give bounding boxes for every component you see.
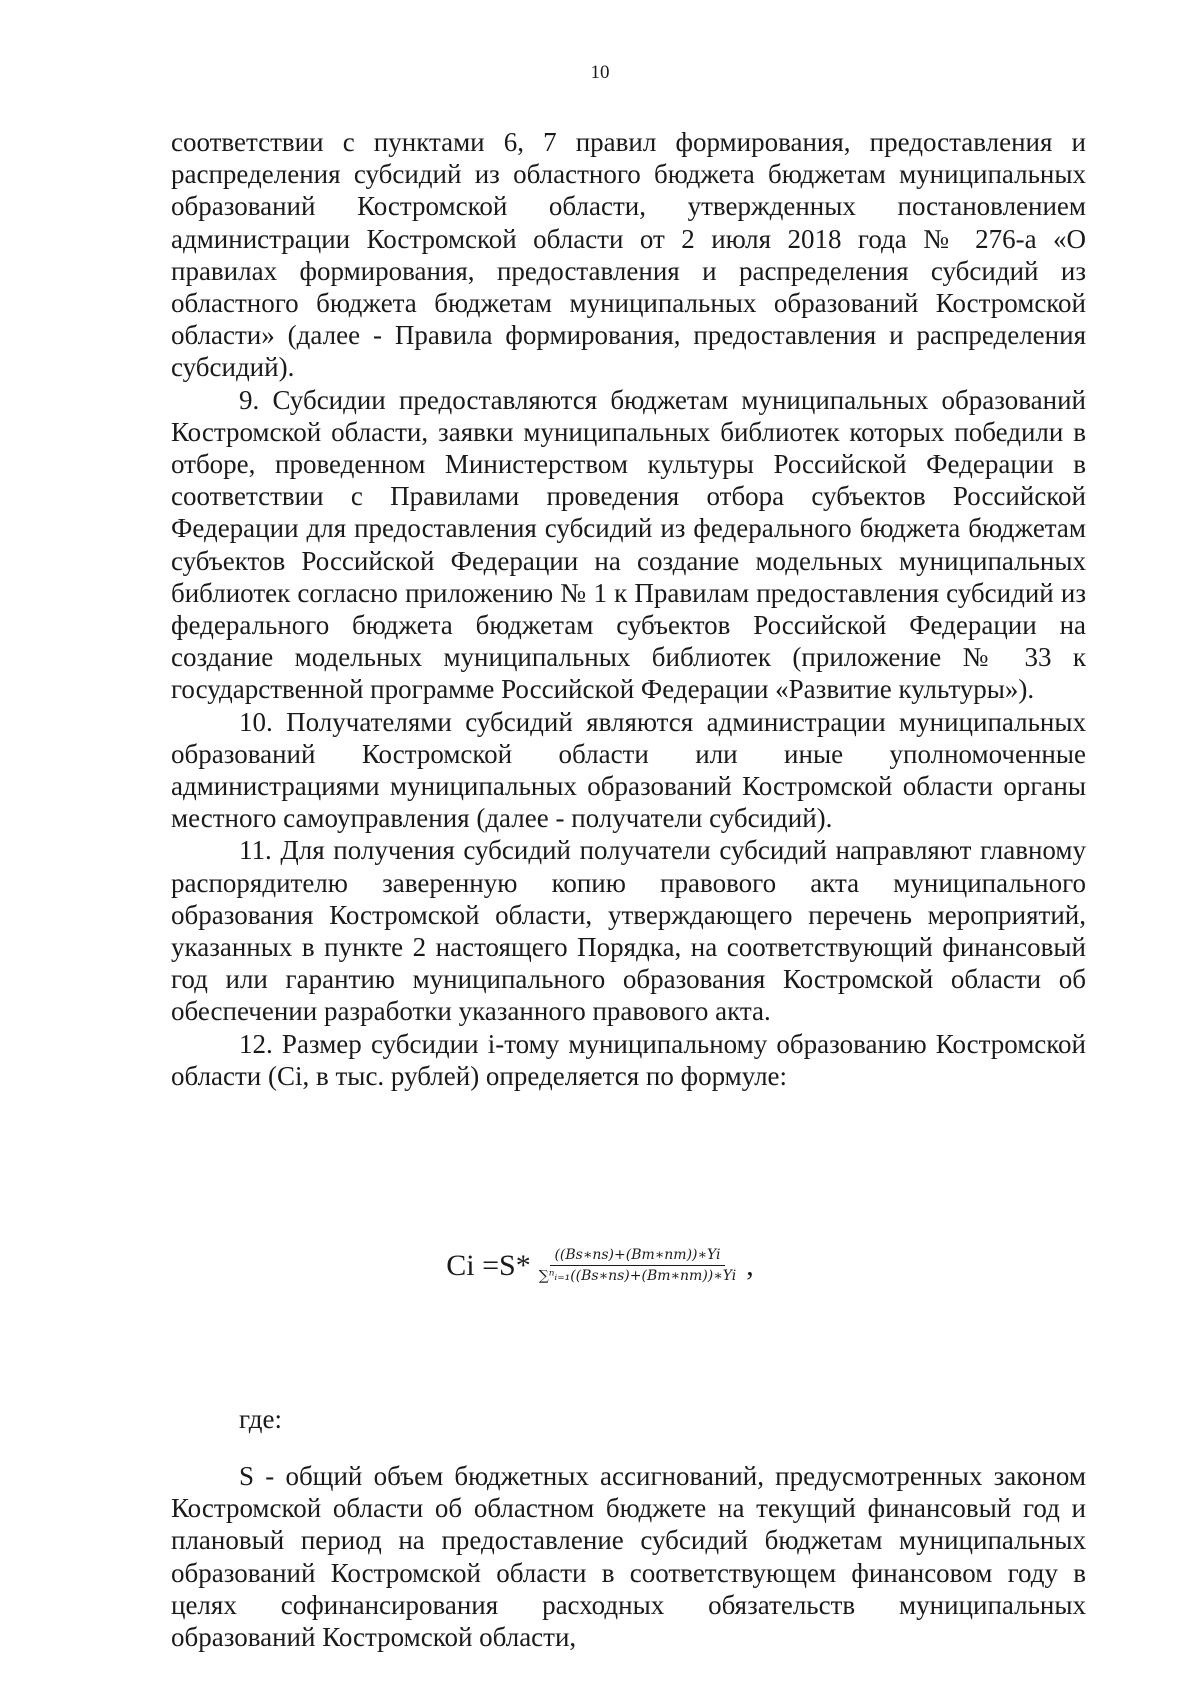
paragraph-item-12: 12. Размер субсидии i-тому муниципальному образованию Костромской области (Ci, в тыс. рублей) определяется по формуле: [171, 1028, 1086, 1091]
formula-tail: , [746, 1248, 754, 1282]
subsidy-formula [0, 1247, 1200, 1284]
formula-numerator: ((Bs∗ns)+(Bm∗nm))∗Yi [550, 1247, 724, 1266]
formula-denominator: ∑ⁿᵢ₌₁((Bs∗ns)+(Bm∗nm))∗Yi [538, 1268, 737, 1284]
definitions-block [171, 1460, 1086, 1653]
page-number: 10 [590, 62, 610, 83]
where-label: где: [239, 1404, 282, 1434]
document-body [171, 126, 1086, 1092]
formula-lhs: Ci =S* [446, 1248, 531, 1282]
paragraph-item-11: 11. Для получения субсидий получатели субсидий направляют главному распорядителю заверенную копию правового акта муниципального образования Костромской области, утверждающего перечень мероприятий, указанных в пункте 2 настоящего Порядка, на соответствующий финансовый год или гарантию муниципального образования Костромской области об обеспечении разработки указанного правового акта. [171, 835, 1086, 1027]
paragraph-item-9: 9. Субсидии предоставляются бюджетам муниципальных образований Костромской области, заявки муниципальных библиотек которых победили в отборе, проведенном Министерством культуры Российской Федерации в соответствии с Правилами проведения отбора субъектов Российской Федерации для предоставления субсидий из федерального бюджета бюджетам субъектов Российской Федерации на создание модельных муниципальных библиотек согласно приложению № 1 к Правилам предоставления субсидий из федерального бюджета бюджетам субъектов Российской Федерации на создание модельных муниципальных библиотек (приложение № 33 к государственной программе Российской Федерации «Развитие культуры»). [171, 384, 1086, 705]
definition-s: S - общий объем бюджетных ассигнований, предусмотренных законом Костромской области об областном бюджете на текущий финансовый год и плановый период на предоставление субсидий бюджетам муниципальных образований Костромской области в соответствующем финансовом году в целях софинансирования расходных обязательств муниципальных образований Костромской области, [171, 1461, 1086, 1653]
formula-fraction [535, 1247, 741, 1284]
paragraph-item-10: 10. Получателями субсидий являются администрации муниципальных образований Костромской области или иные уполномоченные администрациями муниципальных образований Костромской области органы местного самоуправления (далее - получатели субсидий). [171, 706, 1086, 834]
paragraph-continuation: соответствии с пунктами 6, 7 правил формирования, предоставления и распределения субсидий из областного бюджета бюджетам муниципальных образований Костромской области, утвержденных постановлением администрации Костромской области от 2 июля 2018 года № 276-а «О правилах формирования, предоставления и распределения субсидий из областного бюджета бюджетам муниципальных образований Костромской области» (далее - Правила формирования, предоставления и распределения субсидий). [171, 127, 1086, 383]
